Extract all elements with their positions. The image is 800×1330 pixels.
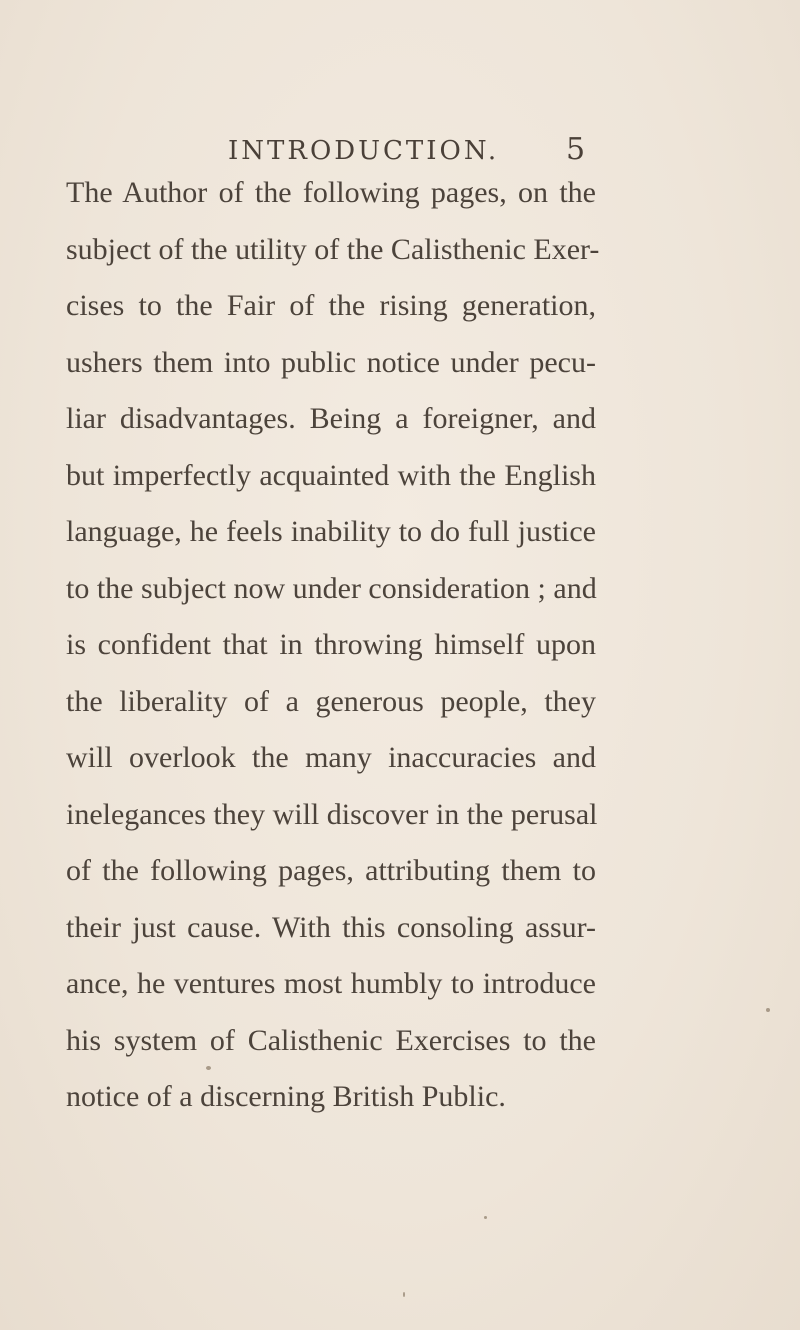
running-title: INTRODUCTION. xyxy=(228,136,500,166)
text-line: but imperfectly acquainted with the English xyxy=(66,458,596,492)
page-number: 5 xyxy=(566,132,586,167)
text-line: ushers them into public notice under pecu- xyxy=(66,345,596,379)
text-line: language, he feels inability to do full justice xyxy=(66,515,596,548)
text-line: to the subject now under consideration ; and xyxy=(66,571,597,605)
text-line: the liberality of a generous people, they xyxy=(66,684,596,718)
text-line: The Author of the following pages, on the xyxy=(66,176,596,209)
text-line: subject of the utility of the Calisthenic Exer- xyxy=(66,232,600,266)
paper-speck xyxy=(484,1216,487,1219)
text-line: is confident that in throwing himself upon xyxy=(66,628,596,661)
text-line: will overlook the many inaccuracies and xyxy=(66,741,596,774)
text-line: inelegances they will discover in the perusal xyxy=(66,797,598,831)
body-paragraph xyxy=(66,165,600,1126)
paper-speck xyxy=(206,1066,211,1070)
text-line: of the following pages, attributing them to xyxy=(66,854,596,887)
paper-speck xyxy=(403,1292,405,1297)
text-line: notice of a discerning British Public. xyxy=(66,1080,506,1113)
text-line: liar disadvantages. Being a foreigner, and xyxy=(66,402,596,435)
text-line: his system of Calisthenic Exercises to the xyxy=(66,1023,596,1057)
text-line: ance, he ventures most humbly to introduce xyxy=(66,967,596,1000)
text-line: their just cause. With this consoling assur- xyxy=(66,910,596,944)
text-line: cises to the Fair of the rising generation, xyxy=(66,289,596,322)
paper-speck xyxy=(766,1008,770,1012)
